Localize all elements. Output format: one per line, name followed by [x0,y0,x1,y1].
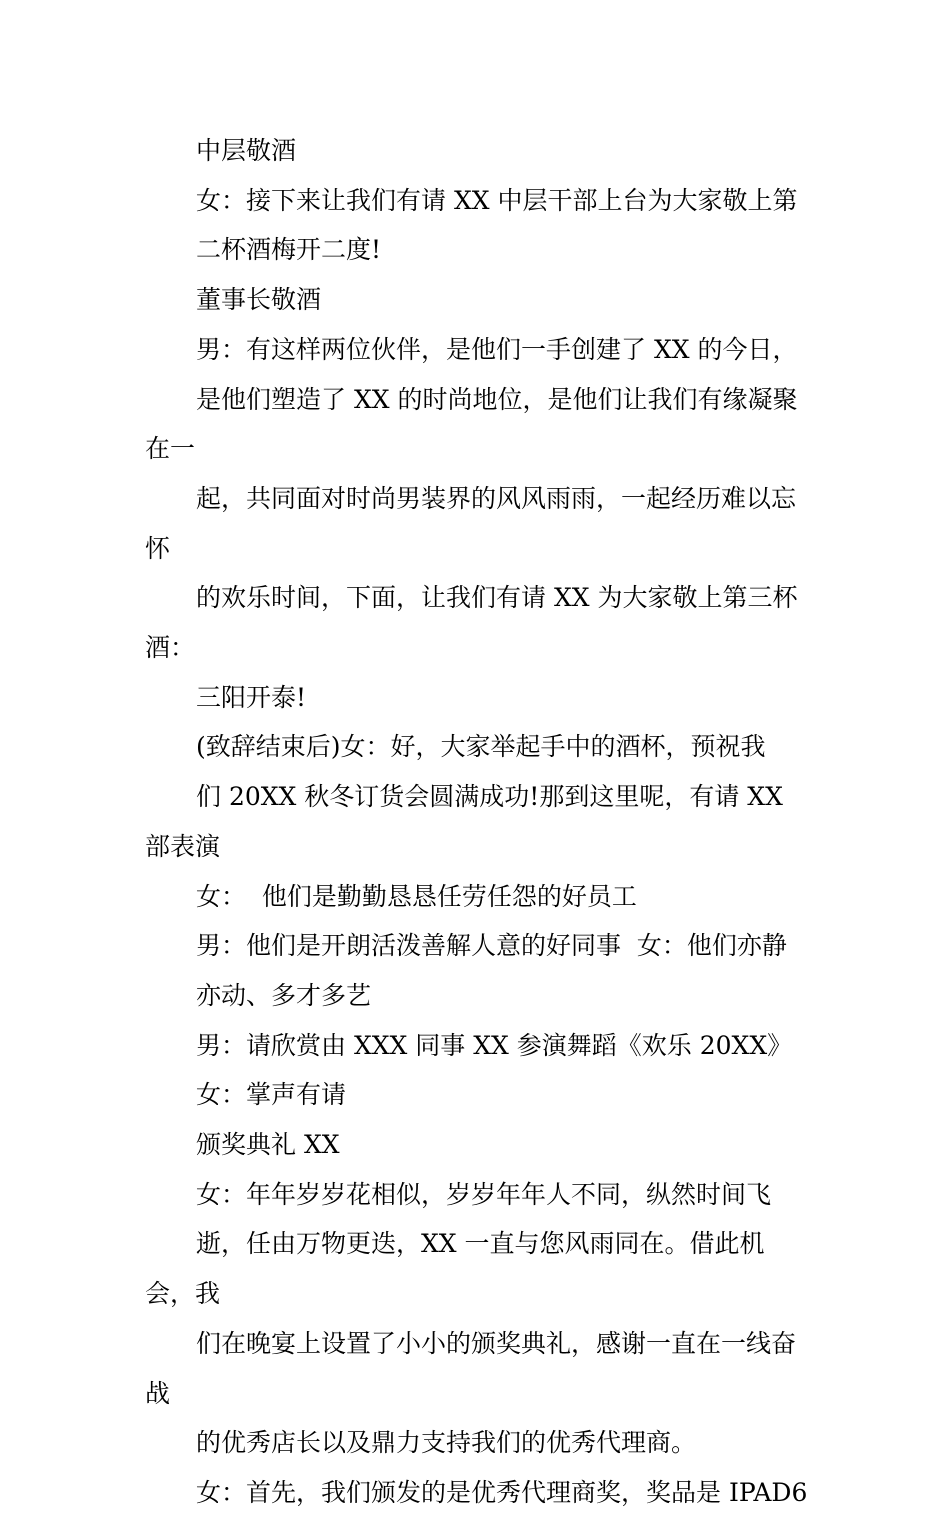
heading-award-ceremony: 颁奖典礼 XX [196,1130,340,1160]
document-body [145,126,810,1518]
paragraph-award-intro: 女：年年岁岁花相似，岁岁年年人不同，纵然时间飞 逝，任由万物更迭，XX 一直与您风雨同在。借此机会，我 们在晚宴上设置了小小的颁奖典礼，感谢一直在一线奋战 的优秀店长以及鼎力支持我们的优秀代理商。 [145,1179,797,1458]
paragraph-female-employees: 女： 他们是勤勤恳恳任劳任怨的好员工 [196,881,637,911]
paragraph-male-colleagues: 男：他们是开朗活泼善解人意的好同事 女：他们亦静 亦动、多才多艺 [196,931,787,1010]
paragraph-after-speech: (致辞结束后)女：好，大家举起手中的酒杯，预祝我 们 20XX 秋冬订货会圆满成功!那到这里呢，有请 XX 部表演 [145,732,791,861]
paragraph-agent-award: 女：首先，我们颁发的是优秀代理商奖，奖品是 IPAD6 [196,1477,808,1507]
paragraph-male-host-chairman: 男：有这样两位伙伴，是他们一手创建了 XX 的今日， 是他们塑造了 XX 的时尚地位，是他们让我们有缘凝聚在一 起，共同面对时尚男装界的风风雨雨，一起经历难以忘怀 的欢乐时间，下面，让我们有请 XX 为大家敬上第三杯酒： 三阳开泰! [145,334,798,712]
heading-middle-management-toast: 中层敬酒 [196,136,297,165]
heading-chairman-toast: 董事长敬酒 [196,285,322,315]
paragraph-applause: 女：掌声有请 [196,1080,347,1110]
paragraph-dance-intro: 男：请欣赏由 XXX 同事 XX 参演舞蹈《欢乐 20XX》 [196,1030,793,1060]
paragraph-female-host-intro: 女：接下来让我们有请 XX 中层干部上台为大家敬上第 二杯酒梅开二度! [196,185,798,265]
